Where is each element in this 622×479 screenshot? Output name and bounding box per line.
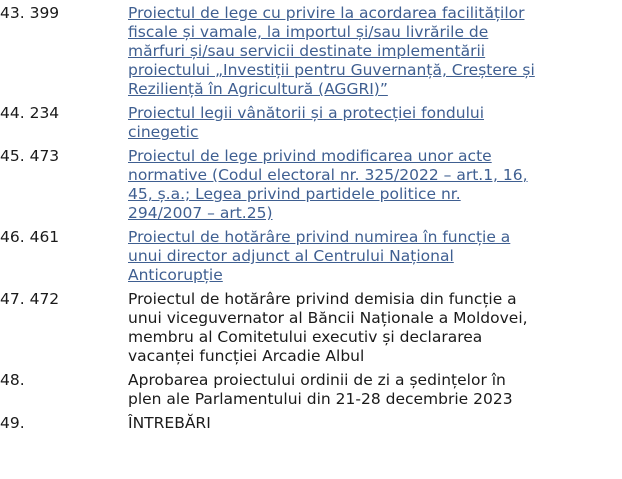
item-number: 45. 473	[0, 147, 60, 165]
agenda-item	[0, 4, 622, 99]
item-link[interactable]: Proiectul de lege privind modificarea unor acte normative (Codul electoral nr. 325/2022 – art.1, 16, 45, ș.a.; Legea privind partidele politice nr. 294/2007 – art.25)	[128, 147, 528, 222]
item-number: 48.	[0, 371, 25, 389]
item-number: 44. 234	[0, 104, 60, 122]
item-text: ÎNTREBĂRI	[128, 414, 211, 432]
item-number: 49.	[0, 414, 25, 432]
item-text: Aprobarea proiectului ordinii de zi a ședințelor în plen ale Parlamentului din 21-28 decembrie 2023	[128, 371, 513, 408]
agenda-item	[0, 104, 622, 142]
agenda-item	[0, 290, 622, 366]
item-number: 47. 472	[0, 290, 60, 308]
item-number: 43. 399	[0, 4, 60, 22]
agenda-item	[0, 414, 622, 433]
agenda-item	[0, 147, 622, 223]
item-link[interactable]: Proiectul de hotărâre privind numirea în funcție a unui director adjunct al Centrului Național Anticorupție	[128, 228, 511, 284]
item-link[interactable]: Proiectul de lege cu privire la acordarea facilităților fiscale și vamale, la importul și/sau livrările de mărfuri și/sau servicii destinate implementării proiectului „Investiții pentru Guvernanță, Creștere și Reziliență în Agricultură (AGGRI)”	[128, 4, 535, 98]
item-number: 46. 461	[0, 228, 60, 246]
agenda-item	[0, 371, 622, 409]
agenda-item	[0, 228, 622, 285]
item-text: Proiectul de hotărâre privind demisia din funcție a unui viceguvernator al Băncii Naționale a Moldovei, membru al Comitetului executiv și declararea vacanței funcției Arcadie Albul	[128, 290, 528, 365]
item-link[interactable]: Proiectul legii vânătorii și a protecției fondului cinegetic	[128, 104, 485, 141]
